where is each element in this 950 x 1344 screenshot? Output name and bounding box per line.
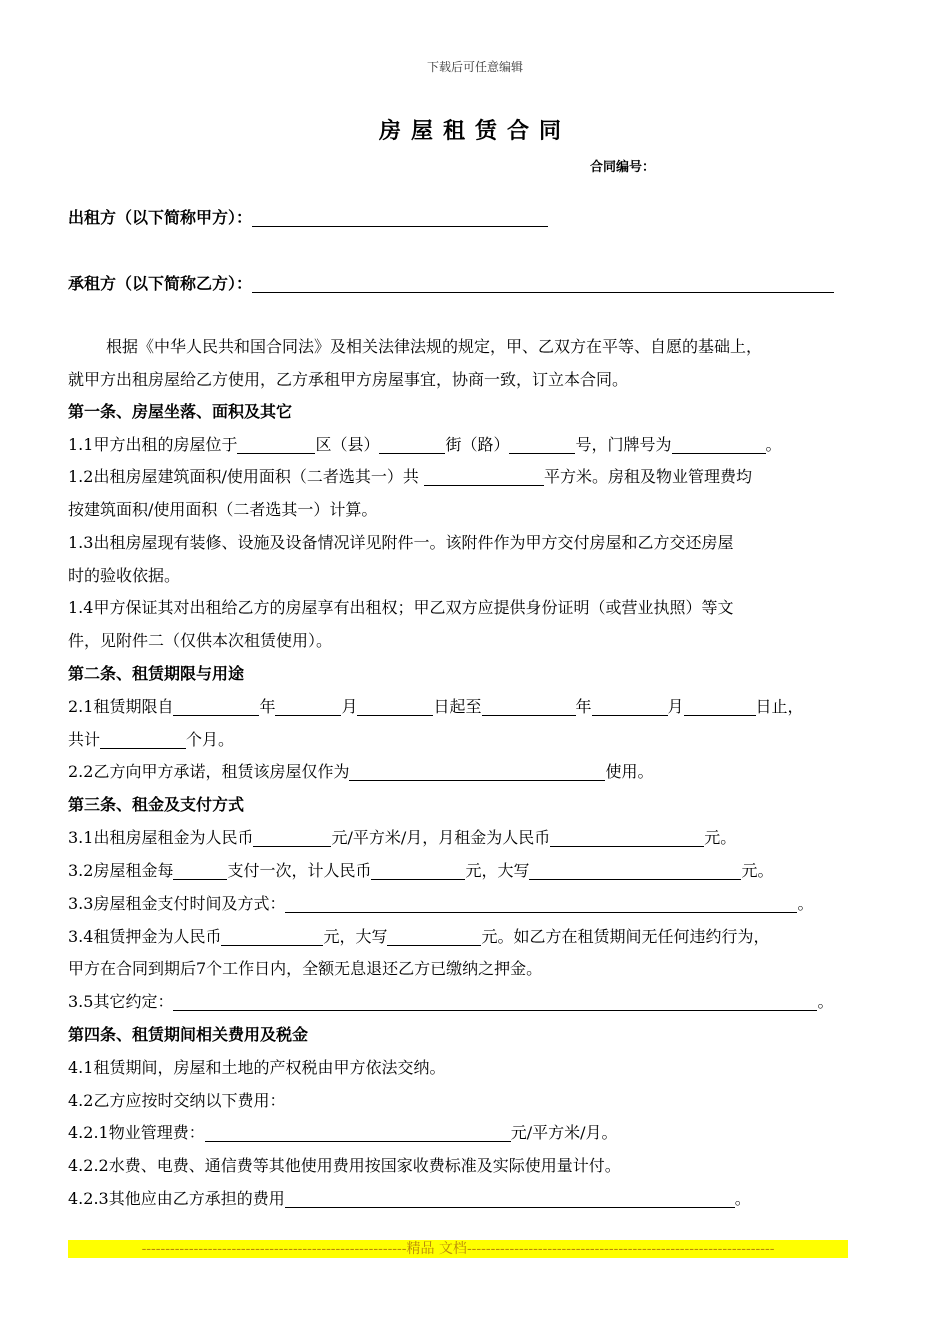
clause-3-1 [68, 827, 736, 849]
lessor-line [68, 205, 548, 228]
end-day-blank[interactable] [684, 697, 756, 716]
clause-text: 年 [575, 697, 592, 716]
payment-amount-blank[interactable] [371, 861, 465, 880]
clause-2-1-cont [68, 729, 234, 751]
clause-text: 日止， [755, 697, 804, 716]
clause-text: 使用。 [605, 762, 654, 781]
clause-text: 3.1出租房屋租金为人民币 [68, 828, 254, 847]
clause-text: 元，大写 [465, 861, 530, 880]
clause-text: 共计 [68, 730, 101, 749]
clause-1-3-cont: 时的验收依据。 [68, 566, 181, 585]
clause-4-2-1 [68, 1122, 618, 1144]
article-2-heading: 第二条、租赁期限与用途 [68, 664, 245, 683]
clause-text: 2.1租赁期限自 [68, 697, 174, 716]
contract-number-label: 合同编号： [590, 160, 656, 175]
clause-1-2 [68, 466, 752, 488]
clause-text: 。 [765, 435, 782, 454]
clause-text: 区（县） [315, 435, 380, 454]
clause-4-2-2: 4.2.2水费、电费、通信费等其他使用费用按国家收费标准及实际使用量计付。 [68, 1156, 621, 1175]
footer-text: 精品 文档 [406, 1241, 467, 1257]
article-4-heading: 第四条、租赁期间相关费用及税金 [68, 1025, 309, 1044]
end-year-blank[interactable] [482, 697, 576, 716]
clause-3-5 [68, 991, 833, 1013]
end-month-blank[interactable] [592, 697, 668, 716]
footer-banner [68, 1240, 848, 1258]
article-3-heading: 第三条、租金及支付方式 [68, 795, 245, 814]
clause-text: 。 [797, 894, 814, 913]
street-blank[interactable] [379, 435, 445, 454]
area-blank[interactable] [424, 467, 544, 486]
clause-text: 街（路） [445, 435, 510, 454]
district-blank[interactable] [237, 435, 315, 454]
payment-amount-words-blank[interactable] [529, 861, 741, 880]
management-fee-blank[interactable] [205, 1123, 511, 1142]
clause-text: 4.2.1物业管理费： [68, 1123, 205, 1142]
clause-1-3: 1.3出租房屋现有装修、设施及设备情况详见附件一。该附件作为甲方交付房屋和乙方交还房屋 [68, 533, 734, 552]
lessee-label: 承租方（以下简称乙方）： [68, 274, 253, 293]
header-note: 下载后可任意编辑 [426, 60, 523, 74]
other-fees-blank[interactable] [285, 1189, 735, 1208]
clause-text: 元。如乙方在租赁期间无任何违约行为， [481, 927, 770, 946]
clause-text: 年 [259, 697, 276, 716]
monthly-rent-blank[interactable] [550, 828, 704, 847]
clause-3-2 [68, 860, 774, 882]
clause-text: 元，大写 [323, 927, 388, 946]
clause-text: 元/平方米/月，月租金为人民币 [331, 828, 551, 847]
start-day-blank[interactable] [357, 697, 433, 716]
payment-method-blank[interactable] [285, 894, 797, 913]
clause-3-3 [68, 893, 813, 915]
clause-text: 3.5其它约定： [68, 992, 174, 1011]
clause-text: 1.1甲方出租的房屋位于 [68, 435, 238, 454]
clause-3-4 [68, 926, 769, 948]
clause-text: 1.2出租房屋建筑面积/使用面积（二者选其一）共 [68, 467, 424, 486]
clause-text: 3.4租赁押金为人民币 [68, 927, 222, 946]
clause-1-4-cont: 件，见附件二（仅供本次租赁使用）。 [68, 631, 333, 650]
intro-line-1: 根据《中华人民共和国合同法》及相关法律法规的规定，甲、乙双方在平等、自愿的基础上， [106, 337, 763, 356]
clause-text: 元/平方米/月。 [510, 1123, 618, 1142]
start-year-blank[interactable] [173, 697, 259, 716]
clause-text: 4.2.3其他应由乙方承担的费用 [68, 1189, 285, 1208]
deposit-words-blank[interactable] [387, 927, 481, 946]
start-month-blank[interactable] [275, 697, 341, 716]
rent-per-sqm-blank[interactable] [253, 828, 331, 847]
usage-blank[interactable] [349, 762, 605, 781]
clause-1-1 [68, 434, 782, 456]
lessee-line [68, 271, 834, 294]
footer-dashes-right: ----------------------------------------------------------------- [466, 1241, 775, 1257]
lessee-blank[interactable] [252, 274, 834, 293]
clause-3-4-cont: 甲方在合同到期后7个工作日内，全额无息退还乙方已缴纳之押金。 [68, 959, 543, 978]
clause-text: 月 [341, 697, 358, 716]
deposit-blank[interactable] [221, 927, 323, 946]
clause-text: 号，门牌号为 [575, 435, 672, 454]
page-title: 房屋租赁合同 [378, 119, 571, 144]
clause-text: 元。 [704, 828, 737, 847]
intro-line-2: 就甲方出租房屋给乙方使用，乙方承租甲方房屋事宜，协商一致，订立本合同。 [68, 370, 629, 389]
clause-1-4: 1.4甲方保证其对出租给乙方的房屋享有出租权；甲乙双方应提供身份证明（或营业执照）等文 [68, 598, 734, 617]
clause-text: 。 [734, 1189, 751, 1208]
payment-period-blank[interactable] [173, 861, 227, 880]
clause-text: 月 [667, 697, 684, 716]
clause-4-1: 4.1租赁期间，房屋和土地的产权税由甲方依法交纳。 [68, 1058, 446, 1077]
clause-text: 个月。 [186, 730, 235, 749]
clause-4-2-3 [68, 1188, 751, 1210]
months-blank[interactable] [100, 730, 186, 749]
clause-text: 日起至 [433, 697, 482, 716]
clause-text: 3.3房屋租金支付时间及方式： [68, 894, 286, 913]
clause-4-2: 4.2乙方应按时交纳以下费用： [68, 1091, 286, 1110]
clause-1-2-cont: 按建筑面积/使用面积（二者选其一）计算。 [68, 500, 378, 519]
clause-text: 3.2房屋租金每 [68, 861, 174, 880]
article-1-heading: 第一条、房屋坐落、面积及其它 [68, 402, 293, 421]
footer-dashes-left: -------------------------------------------------------- [141, 1241, 407, 1257]
lessor-label: 出租方（以下简称甲方）： [68, 208, 253, 227]
clause-2-2 [68, 761, 653, 783]
number-blank[interactable] [509, 435, 575, 454]
lessor-blank[interactable] [252, 208, 548, 227]
clause-2-1 [68, 696, 804, 718]
clause-text: 平方米。房租及物业管理费均 [543, 467, 752, 486]
clause-text: 2.2乙方向甲方承诺，租赁该房屋仅作为 [68, 762, 350, 781]
house-number-blank[interactable] [672, 435, 766, 454]
clause-text: 支付一次，计人民币 [227, 861, 372, 880]
other-terms-blank[interactable] [173, 992, 817, 1011]
clause-text: 。 [817, 992, 834, 1011]
clause-text: 元。 [741, 861, 774, 880]
